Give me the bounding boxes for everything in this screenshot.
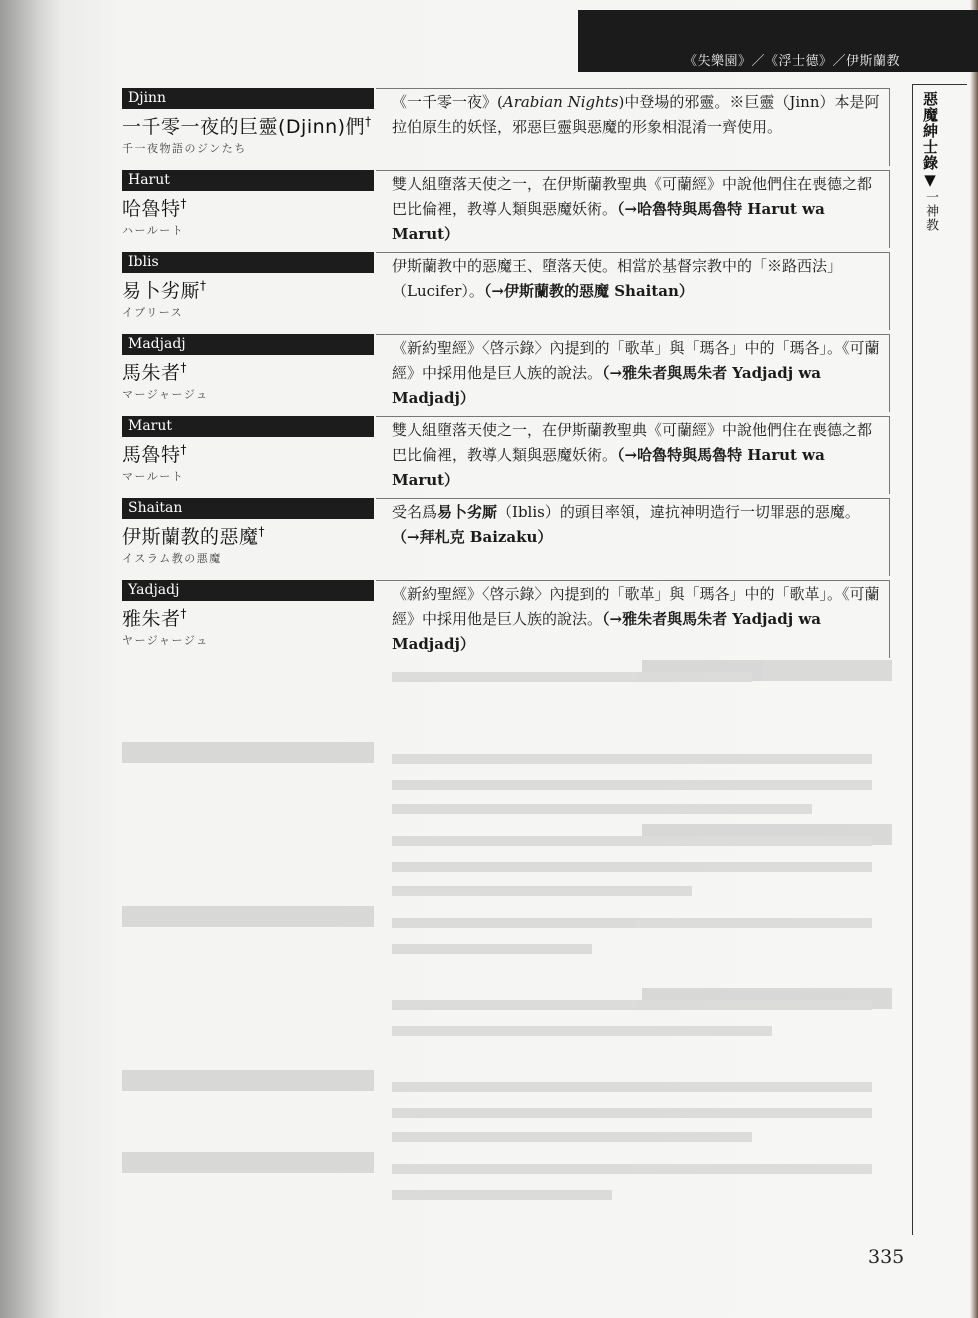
side-tab-subtitle: 一神教 bbox=[923, 190, 938, 232]
entry-reading: ヤージャージュ bbox=[122, 634, 209, 647]
entry-reading: イスラム教の悪魔 bbox=[122, 552, 222, 565]
ghost-block bbox=[122, 906, 892, 984]
entry-title bbox=[122, 276, 382, 303]
dagger-mark: † bbox=[180, 360, 188, 375]
entry-description: 伊斯蘭教中的惡魔王、墮落天使。相當於基督宗教中的「※路西法」（Lucifer）。（→伊斯蘭教的惡魔 Shaitan） bbox=[392, 257, 843, 300]
entry-description: 雙人組墮落天使之一，在伊斯蘭教聖典《可蘭經》中說他們住在喪德之都巴比倫裡，教導人類與惡魔妖術。（→哈魯特與馬魯特 Harut wa Marut） bbox=[392, 175, 873, 243]
gutter-shadow bbox=[0, 0, 60, 1318]
entry-tag: Marut bbox=[122, 416, 374, 437]
entry-title bbox=[122, 604, 382, 631]
ghost-block bbox=[122, 988, 892, 1066]
side-tab-title: 惡魔紳士錄 bbox=[921, 91, 939, 171]
entry-title bbox=[122, 112, 382, 139]
ghost-block bbox=[122, 1152, 892, 1230]
dagger-mark: † bbox=[200, 278, 207, 293]
entry-reading: マージャージュ bbox=[122, 388, 209, 401]
ghost-block bbox=[122, 1070, 892, 1148]
page-number: 335 bbox=[868, 1246, 905, 1268]
ghost-block bbox=[122, 660, 892, 738]
entry-title-text: 一千零一夜的巨靈(Djinn)們 bbox=[122, 116, 366, 138]
entry-title-text: 伊斯蘭教的惡魔 bbox=[122, 526, 259, 548]
entry-title-text: 馬朱者 bbox=[122, 362, 181, 384]
side-tab bbox=[912, 84, 967, 1235]
ghost-block bbox=[122, 742, 892, 820]
entry-tag: Shaitan bbox=[122, 498, 374, 519]
dagger-mark: † bbox=[180, 442, 188, 457]
entry-description: 雙人組墮落天使之一，在伊斯蘭教聖典《可蘭經》中說他們住在喪德之都巴比倫裡，教導人類與惡魔妖術。（→哈魯特與馬魯特 Harut wa Marut） bbox=[392, 421, 873, 489]
page-edge bbox=[970, 0, 978, 1318]
entry-description: 《新約聖經》〈啓示錄〉內提到的「歌革」與「瑪各」中的「歌革」。《可蘭經》中採用他是巨人族的說法。（→雅朱者與馬朱者 Yadjadj wa Madjadj） bbox=[392, 585, 880, 653]
entry-description: 受名爲易卜劣厮（Iblis）的頭目率領，違抗神明造行一切罪惡的惡魔。 （→拜札克 Baizaku） bbox=[392, 503, 860, 546]
entry-tag: Djinn bbox=[122, 88, 374, 109]
header-bar bbox=[578, 10, 978, 72]
entry-description: 《新約聖經》〈啓示錄〉內提到的「歌革」與「瑪各」中的「瑪各」。《可蘭經》中採用他是巨人族的說法。（→雅朱者與馬朱者 Yadjadj wa Madjadj） bbox=[392, 339, 880, 407]
entry-title-text: 馬魯特 bbox=[122, 444, 181, 466]
entry-title bbox=[122, 522, 382, 549]
entry-tag: Harut bbox=[122, 170, 374, 191]
breadcrumb: 《失樂園》／《浮士德》／伊斯蘭教 bbox=[683, 54, 900, 69]
entry-title bbox=[122, 358, 382, 385]
ghost-block bbox=[122, 824, 892, 902]
entry-title-text: 哈魯特 bbox=[122, 198, 181, 220]
entry-reading: マールート bbox=[122, 470, 185, 483]
dagger-mark: † bbox=[180, 196, 188, 211]
entry-description: 《一千零一夜》(Arabian Nights)中登場的邪靈。※巨靈（Jinn）本是阿拉伯原生的妖怪，邪惡巨靈與惡魔的形象相混淆一齊使用。 bbox=[392, 93, 880, 136]
dagger-mark: † bbox=[365, 114, 372, 129]
entry-reading: イブリース bbox=[122, 306, 184, 319]
entry-reading: 千一夜物語のジンたち bbox=[122, 142, 247, 155]
triangle-marker-icon: ▼ bbox=[921, 171, 939, 190]
entry-title-text: 雅朱者 bbox=[122, 608, 181, 630]
entry-tag: Yadjadj bbox=[122, 580, 374, 601]
entry-title bbox=[122, 194, 382, 221]
entry-tag: Madjadj bbox=[122, 334, 374, 355]
entry-tag: Iblis bbox=[122, 252, 374, 273]
entry-title-text: 易卜劣厮 bbox=[122, 280, 201, 302]
side-tab-text bbox=[921, 91, 941, 232]
entry-reading: ハールート bbox=[122, 224, 185, 237]
dagger-mark: † bbox=[258, 524, 266, 539]
dagger-mark: † bbox=[180, 606, 188, 621]
entry-title bbox=[122, 440, 382, 467]
